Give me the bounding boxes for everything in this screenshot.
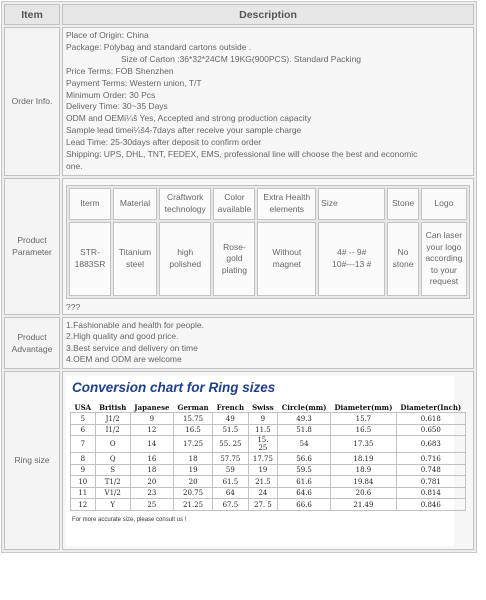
ring-table-row bbox=[71, 476, 466, 488]
param-value-extra-health: Without magnet bbox=[257, 222, 316, 296]
param-header-stone: Stone bbox=[387, 188, 418, 220]
order-line-minimum: Minimum Order: 30 Pcs bbox=[66, 89, 156, 100]
ring-cell: 25 bbox=[130, 499, 173, 511]
ring-col-german: German bbox=[177, 402, 209, 412]
advantage-line-2: 2.High quality and good price. bbox=[66, 331, 179, 342]
ring-size-row bbox=[4, 371, 474, 550]
ring-cell: 11 bbox=[71, 487, 96, 499]
ring-cell: 20 bbox=[130, 476, 173, 488]
product-advantage-label bbox=[4, 317, 60, 369]
ring-cell: 61.5 bbox=[213, 476, 248, 488]
order-line-carton: Size of Carton :36*32*24CM 19KG(900PCS). Standard Packing bbox=[121, 53, 362, 64]
product-parameter-label-1: Product bbox=[17, 235, 47, 246]
parameter-header-row bbox=[69, 188, 467, 220]
order-line-sample: Sample lead timei¼š4-7days after receive your sample charge bbox=[66, 125, 302, 136]
order-line-shipping-cont: one. bbox=[66, 160, 83, 171]
ring-cell: 9 bbox=[130, 413, 173, 425]
param-value-material: Titanium steel bbox=[113, 222, 157, 296]
ring-cell: 7 bbox=[71, 436, 96, 453]
ring-cell: 9 bbox=[71, 464, 96, 476]
ring-cell: 19 bbox=[248, 464, 278, 476]
ring-cell: 12 bbox=[130, 424, 173, 436]
ring-col-circle: Circle(mm) bbox=[281, 402, 327, 412]
ring-cell: 19.84 bbox=[330, 476, 396, 488]
description-header: Description bbox=[62, 4, 474, 25]
ring-size-chart bbox=[66, 376, 462, 546]
ring-cell: 6 bbox=[71, 424, 96, 436]
ring-cell: 0.846 bbox=[396, 499, 465, 511]
ring-cell: 49 bbox=[213, 413, 248, 425]
ring-cell: 10 bbox=[71, 476, 96, 488]
product-advantage-label-1: Product bbox=[17, 331, 47, 342]
ring-cell: J1/2 bbox=[95, 413, 130, 425]
ring-cell: O bbox=[95, 436, 130, 453]
param-header-iterm: Iterm bbox=[69, 188, 111, 220]
ring-cell: 55. 25 bbox=[213, 436, 248, 453]
item-header: Item bbox=[4, 4, 60, 25]
ring-cell: 18 bbox=[130, 464, 173, 476]
ring-cell: 0.683 bbox=[396, 436, 465, 453]
ring-cell: 18.19 bbox=[330, 453, 396, 465]
param-header-extra-health: Extra Health elements bbox=[257, 188, 316, 220]
ring-cell: 0.716 bbox=[396, 453, 465, 465]
order-line-origin: Place of Origin: China bbox=[66, 30, 149, 40]
ring-cell: 0.618 bbox=[396, 413, 465, 425]
ring-cell: 20 bbox=[174, 476, 213, 488]
ring-cell: 21.25 bbox=[174, 499, 213, 511]
ring-cell: 20.75 bbox=[174, 487, 213, 499]
ring-cell: 16 bbox=[130, 453, 173, 465]
ring-cell: 64 bbox=[213, 487, 248, 499]
ring-cell: 0.814 bbox=[396, 487, 465, 499]
ring-cell: 59 bbox=[213, 464, 248, 476]
ring-cell: 21.5 bbox=[248, 476, 278, 488]
ring-cell: Q bbox=[95, 453, 130, 465]
ring-cell: 0.781 bbox=[396, 476, 465, 488]
param-value-stone: No stone bbox=[387, 222, 418, 296]
ring-chart-footnote: For more accurate size, please consult us ! bbox=[72, 516, 187, 523]
ring-cell: 66.6 bbox=[278, 499, 331, 511]
ring-col-swiss: Swiss bbox=[252, 402, 274, 412]
param-header-craftwork: Craftwork technology bbox=[159, 188, 211, 220]
ring-cell: 15.7 bbox=[330, 413, 396, 425]
ring-cell: 0.650 bbox=[396, 424, 465, 436]
ring-table-row bbox=[71, 453, 466, 465]
parameter-value-row bbox=[69, 222, 467, 296]
ring-col-usa: USA bbox=[74, 402, 92, 412]
ring-cell: T1/2 bbox=[95, 476, 130, 488]
ring-cell: 17.75 bbox=[248, 453, 278, 465]
ring-cell: 17.25 bbox=[174, 436, 213, 453]
ring-table-row bbox=[71, 487, 466, 499]
ring-cell: 18.9 bbox=[330, 464, 396, 476]
ring-col-diameter-inch: Diameter(Inch) bbox=[400, 402, 462, 412]
ring-cell: 27. 5 bbox=[248, 499, 278, 511]
ring-cell: 51.5 bbox=[213, 424, 248, 436]
ring-table-row bbox=[71, 499, 466, 511]
param-header-color: Color available bbox=[213, 188, 255, 220]
param-value-logo: Can laser your logo according to your request bbox=[421, 222, 467, 296]
ring-cell: 16.5 bbox=[330, 424, 396, 436]
ring-table-row bbox=[71, 436, 466, 453]
ring-cell: 18 bbox=[174, 453, 213, 465]
ring-cell: 51.8 bbox=[278, 424, 331, 436]
order-line-price-terms: Price Terms: FOB Shenzhen bbox=[66, 65, 174, 76]
ring-cell: 67.5 bbox=[213, 499, 248, 511]
order-line-odm: ODM and OEMi¼š Yes, Accepted and strong production capacity bbox=[66, 113, 312, 124]
param-header-size: Size bbox=[318, 188, 385, 220]
header-row bbox=[4, 4, 474, 25]
advantage-line-3: 3.Best service and delivery on time bbox=[66, 342, 198, 353]
ring-cell: 56.6 bbox=[278, 453, 331, 465]
order-info-row bbox=[4, 27, 474, 176]
ring-table-row bbox=[71, 464, 466, 476]
product-advantage-row bbox=[4, 317, 474, 369]
order-line-lead-time: Lead Time: 25-30days after deposit to confirm order bbox=[66, 137, 262, 148]
order-line-delivery: Delivery Time: 30~35 Days bbox=[66, 101, 168, 112]
ring-cell: 8 bbox=[71, 453, 96, 465]
ring-cell: 64.6 bbox=[278, 487, 331, 499]
ring-col-british: British bbox=[99, 402, 127, 412]
ring-cell: 11.5 bbox=[248, 424, 278, 436]
ring-cell: 15.75 bbox=[174, 413, 213, 425]
ring-cell: I1/2 bbox=[95, 424, 130, 436]
ring-cell: 0.748 bbox=[396, 464, 465, 476]
ring-cell: 20.6 bbox=[330, 487, 396, 499]
order-line-payment: Payment Terms: Western union, T/T bbox=[66, 77, 202, 88]
param-value-craftwork: high polished bbox=[159, 222, 211, 296]
ring-cell: 19 bbox=[174, 464, 213, 476]
product-parameter-content bbox=[62, 178, 474, 315]
ring-cell: 9 bbox=[248, 413, 278, 425]
ring-cell: 14 bbox=[130, 436, 173, 453]
product-parameter-label-2: Parameter bbox=[12, 247, 52, 258]
param-value-iterm: STR-1883SR bbox=[69, 222, 111, 296]
ring-size-label: Ring size bbox=[4, 371, 60, 550]
parameter-table bbox=[66, 185, 470, 299]
ring-cell: 5 bbox=[71, 413, 96, 425]
ring-col-french: French bbox=[216, 402, 245, 412]
ring-cell: 23 bbox=[130, 487, 173, 499]
advantage-line-1: 1.Fashionable and health for people. bbox=[66, 319, 204, 330]
ring-cell: 16.5 bbox=[174, 424, 213, 436]
ring-cell: S bbox=[95, 464, 130, 476]
ring-cell: V1/2 bbox=[95, 487, 130, 499]
ring-cell: 21.49 bbox=[330, 499, 396, 511]
ring-cell: 61.6 bbox=[278, 476, 331, 488]
product-spec-sheet bbox=[1, 1, 477, 553]
ring-col-diameter-mm: Diameter(mm) bbox=[334, 402, 393, 412]
product-parameter-label bbox=[4, 178, 60, 315]
ring-table-row bbox=[71, 413, 466, 425]
product-advantage-label-2: Advantage bbox=[11, 343, 53, 354]
ring-cell: 57.75 bbox=[213, 453, 248, 465]
ring-col-japanese: Japanese bbox=[134, 402, 170, 412]
ring-cell: 49.3 bbox=[278, 413, 331, 425]
param-value-size: 4# -- 9# 10#---13 # bbox=[318, 222, 385, 296]
ring-table-row bbox=[71, 424, 466, 436]
param-header-material: Material bbox=[113, 188, 157, 220]
ring-cell: 12 bbox=[71, 499, 96, 511]
order-line-shipping: Shipping: UPS, DHL, TNT, FEDEX, EMS, professional line will choose the best and economic bbox=[66, 149, 418, 160]
ring-cell: 17.35 bbox=[330, 436, 396, 453]
product-advantage-content bbox=[62, 317, 474, 369]
ring-cell: Y bbox=[95, 499, 130, 511]
ring-chart-title: Conversion chart for Ring sizes bbox=[72, 379, 276, 395]
ring-cell: 24 bbox=[248, 487, 278, 499]
advantage-line-4: 4.OEM and ODM are welcome bbox=[66, 354, 182, 365]
ring-conversion-table bbox=[70, 402, 466, 511]
order-info-content bbox=[62, 27, 474, 176]
order-info-label: Order Info. bbox=[4, 27, 60, 176]
param-header-logo: Logo bbox=[421, 188, 467, 220]
order-line-package: Package: Polybag and standard cartons outside . bbox=[66, 41, 252, 52]
ring-cell: 59.5 bbox=[278, 464, 331, 476]
product-parameter-row bbox=[4, 178, 474, 315]
ring-table-header-row bbox=[71, 402, 466, 413]
spec-table bbox=[2, 2, 476, 552]
parameter-note: ??? bbox=[66, 301, 81, 312]
ring-cell: 15. 25 bbox=[248, 436, 278, 453]
param-value-color: Rose-gold plating bbox=[213, 222, 255, 296]
ring-cell: 54 bbox=[278, 436, 331, 453]
ring-size-content bbox=[62, 371, 474, 550]
